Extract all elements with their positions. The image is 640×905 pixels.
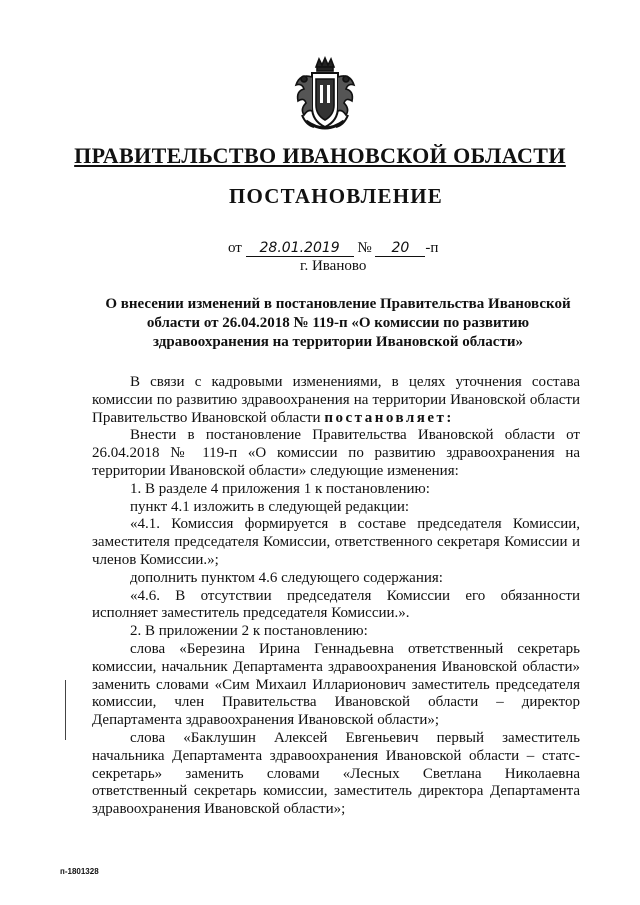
footer-code: п-1801328 <box>60 867 99 876</box>
document-type-title: ПОСТАНОВЛЕНИЕ <box>228 184 444 208</box>
city-label: г. Иваново <box>300 258 367 274</box>
paragraph-text: В связи с кадровыми изменениями, в целях уточнения состава комиссии по развитию здравоохранения на территории Ивановской области Правительство Ивановской области <box>92 374 580 426</box>
paragraph <box>92 374 580 427</box>
resolution-keyword: постановляет: <box>324 409 454 426</box>
paragraph: слова «Баклушин Алексей Евгеньевич первый заместитель начальника Департамента здравоохранения Ивановской области – статс-секретарь» заменить словами «Лесных Светлана Николаевна ответственный секретарь комиссии, заместитель директора Департамента здравоохранения Ивановской области»; <box>92 729 580 818</box>
scan-edge-mark <box>65 680 66 740</box>
paragraph: 2. В приложении 2 к постановлению: <box>130 623 368 640</box>
paragraph: слова «Березина Ирина Геннадьевна ответственный секретарь комиссии, начальник Департамента здравоохранения Ивановской области» заменить словами «Сим Михаил Илларионович заместитель председателя комиссии, член Правительства Ивановской области – директор Департамента здравоохранения Ивановской области»; <box>92 640 580 729</box>
number-suffix: -п <box>425 240 439 256</box>
paragraph: дополнить пунктом 4.6 следующего содержания: <box>130 569 443 586</box>
paragraph: «4.1. Комиссия формируется в составе председателя Комиссии, заместителя председателя Комиссии, ответственного секретаря Комиссии и членов Комиссии.»; <box>92 516 580 568</box>
paragraph: пункт 4.1 изложить в следующей редакции: <box>130 498 410 515</box>
handwritten-date: 28.01.2019 <box>246 241 354 257</box>
handwritten-number: 20 <box>375 241 425 257</box>
paragraph: Внести в постановление Правительства Ивановской области от 26.04.2018 № 119-п «О комиссии по развитию здравоохранения на территории Ивановской области» следующие изменения: <box>92 427 580 479</box>
paragraph: «4.6. В отсутствии председателя Комиссии его обязанности исполняет заместитель председателя Комиссии.». <box>92 587 580 622</box>
number-sign: № <box>357 240 372 256</box>
date-number-line <box>228 240 438 257</box>
organization-title: ПРАВИТЕЛЬСТВО ИВАНОВСКОЙ ОБЛАСТИ <box>74 143 566 168</box>
paragraph: 1. В разделе 4 приложения 1 к постановлению: <box>130 480 430 497</box>
coat-of-arms-emblem <box>290 55 360 137</box>
document-subject: О внесении изменений в постановление Правительства Ивановской области от 26.04.2018 № 119-п «О комиссии по развитию здравоохранения на территории Ивановской области» <box>105 296 571 350</box>
from-label: от <box>228 240 242 256</box>
document-body <box>92 374 580 819</box>
